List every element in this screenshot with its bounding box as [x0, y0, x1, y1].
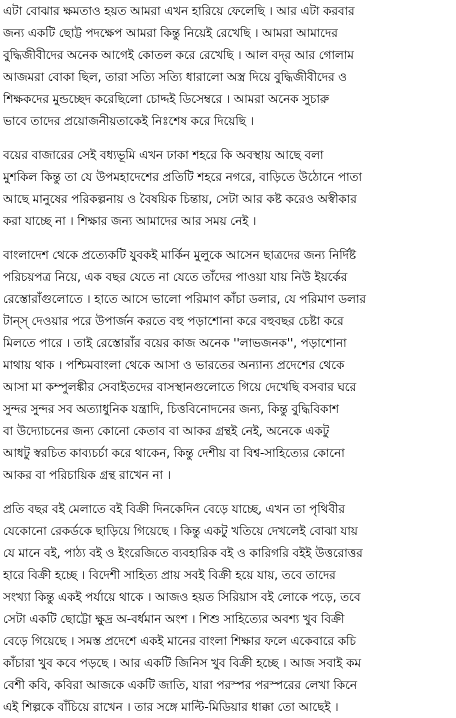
- text-line: যেকোনো রেকর্ডকে ছাড়িয়ে গিয়েছে । কিন্তু একটু খতিয়ে দেখলেই বোঝা যায়: [3, 524, 358, 538]
- text-line: বয়ের বাজারের সেই বধ্যভূমি এখন ঢাকা শহরে কি অবস্থায় আছে বলা: [3, 148, 324, 162]
- text-line: বাংলাদেশ থেকে প্রত্যেকটি যুবকই মার্কিন মুলুকে আসেন ছাত্রদের জন্য নির্দিষ্ট: [3, 248, 356, 262]
- text-line: মুশকিল কিন্তু তা যে উপমহাদেশের প্রতিটি শহরে নগরে, বাড়িতে উঠোনে পাতা: [3, 170, 362, 184]
- text-line: আকর বা পরিচায়িক গ্রন্থ রাখেন না ।: [3, 468, 171, 482]
- text-line: মিলতে পারে । তাই রেস্তোরাঁর বয়ের কাজ অনেক ''লাভজনক'', পড়াশোনা: [3, 336, 347, 350]
- text-line: হারে বিক্রী হচ্ছে । বিদেশী সাহিত্য প্রায় সবই বিক্রী হয়ে যায়, তবে তাদের: [3, 568, 336, 582]
- text-line: টান্‌স্ দেওয়ার পরে উপার্জন করতে বহু পড়াশোনা করে বহুবছর চেষ্টা করে: [3, 314, 344, 328]
- text-line: পরিচয়পত্র নিয়ে, এক বছর যেতে না যেতে তাঁদের পাওয়া যায় নিউ ইয়র্কের: [3, 270, 348, 284]
- text-line: বেশী কবি, কবিরা আজকে একটি জাতি, যারা পরস্পর পরস্পরের লেখা কিনে: [3, 678, 357, 692]
- text-line: বা উদ্যোচনের জন্য কোনো কেতাব বা আকর গ্রন্থই নেই, অনেকে একটু: [3, 424, 330, 438]
- document-page: [3, 0, 455, 718]
- text-line: আজমরা বোকা ছিল, তারা সত্যি সত্যি ধারালো অস্ত্র দিয়ে বুদ্ধিজীবীদের ও: [3, 70, 347, 84]
- paragraph: [3, 144, 455, 232]
- text-line: আছে মানুষের পরিকল্পনায় ও বৈষয়িক চিন্তায়, সেটা আর কষ্ট করেও অস্বীকার: [3, 192, 357, 206]
- paragraph-gap: [3, 486, 455, 498]
- paragraph-gap: [3, 232, 455, 244]
- text-line: ভাবে তাদের প্রয়োজনীয়তাকেই নিঃশেষ করে দিয়েছি ।: [3, 114, 254, 128]
- text-line: আধটু স্বরচিত কাব্যচর্চা করে থাকেন, কিন্তু দেশীয় বা বিশ্ব-সাহিত্যের কোনো: [3, 446, 345, 460]
- text-line: সেটা একটি ছোট্টো ক্ষুদ্র অ-বর্ধমান অংশ । শিশু সাহিত্যের অবশ্য খুব বিক্রী: [3, 612, 345, 626]
- text-line: যে মানে বই, পাঠ্য বই ও ইংরেজিতে ব্যবহারিক বই ও কারিগরি বইই উত্তরোত্তর: [3, 546, 363, 560]
- paragraph: [3, 0, 455, 132]
- text-line: রেস্তোরাঁগুলোতে । হাতে আসে ভালো পরিমাণ কাঁচা ডলার, যে পরিমাণ ডলার: [3, 292, 366, 306]
- text-line: এটা বোঝার ক্ষমতাও হয়ত আমরা এখন হারিয়ে ফেলেছি । আর এটা করবার: [3, 4, 355, 18]
- paragraph: [3, 244, 455, 486]
- text-line: শিক্ষকদের মুন্ডচ্ছেদ করেছিলো চোদ্দই ডিসেম্বরে । আমরা অনেক সুচারু: [3, 92, 329, 106]
- text-line: আসা মা কম্পুলঙ্কীর সেবাইতদের বাসস্থানগুলোতে গিয়ে দেখেছি বসবার ঘরে: [3, 380, 357, 394]
- text-line: এই শিল্পকে বাঁচিয়ে রাখেন । তার সঙ্গে মাল্টি-মিডিয়ার ধাক্কা তো আছেই ।: [3, 700, 339, 714]
- text-line: জন্য একটি ছোট্ট পদক্ষেপ আমরা কিন্তু নিয়েই রেখেছি । আমরা আমাদের: [3, 26, 338, 40]
- paragraph-gap: [3, 132, 455, 144]
- text-line: প্রতি বছর বই মেলাতে বই বিক্রী দিনকেদিন বেড়ে যাচ্ছে, এখন তা পৃথিবীর: [3, 502, 345, 516]
- paragraph: [3, 498, 455, 718]
- text-line: বুদ্ধিজীবীদের অনেক আগেই কোতল করে রেখেছি । আল বদ্‌র আর গোলাম: [3, 48, 354, 62]
- text-line: বেড়ে গিয়েছে । সমস্ত প্রদেশে একই মানের বাংলা শিক্ষার ফলে একেবারে কচি: [3, 634, 356, 648]
- text-line: করা যাচ্ছে না । শিক্ষার জন্য আমাদের আর সময় নেই ।: [3, 214, 257, 228]
- text-line: সংখ্যা কিন্তু একই পর্যায়ে থাকে । আজও হয়ত সিরিয়াস বই লোকে পড়ে, তবে: [3, 590, 361, 604]
- text-line: মাথায় থাক । পশ্চিমবাংলা থেকে আসা ও ভারতের অন্যান্য প্রদেশের থেকে: [3, 358, 345, 372]
- text-line: সুন্দর সুন্দর সব অত্যাধুনিক যন্ত্রাদি, চিত্তবিনোদনের জন্য, কিন্তু বুদ্ধিবিকাশ: [3, 402, 339, 416]
- text-line: কাঁচারা খুব কবে পড়ছে । আর একটি জিনিস খুব বিক্রী হচ্ছে । আজ সবাই কম: [3, 656, 361, 670]
